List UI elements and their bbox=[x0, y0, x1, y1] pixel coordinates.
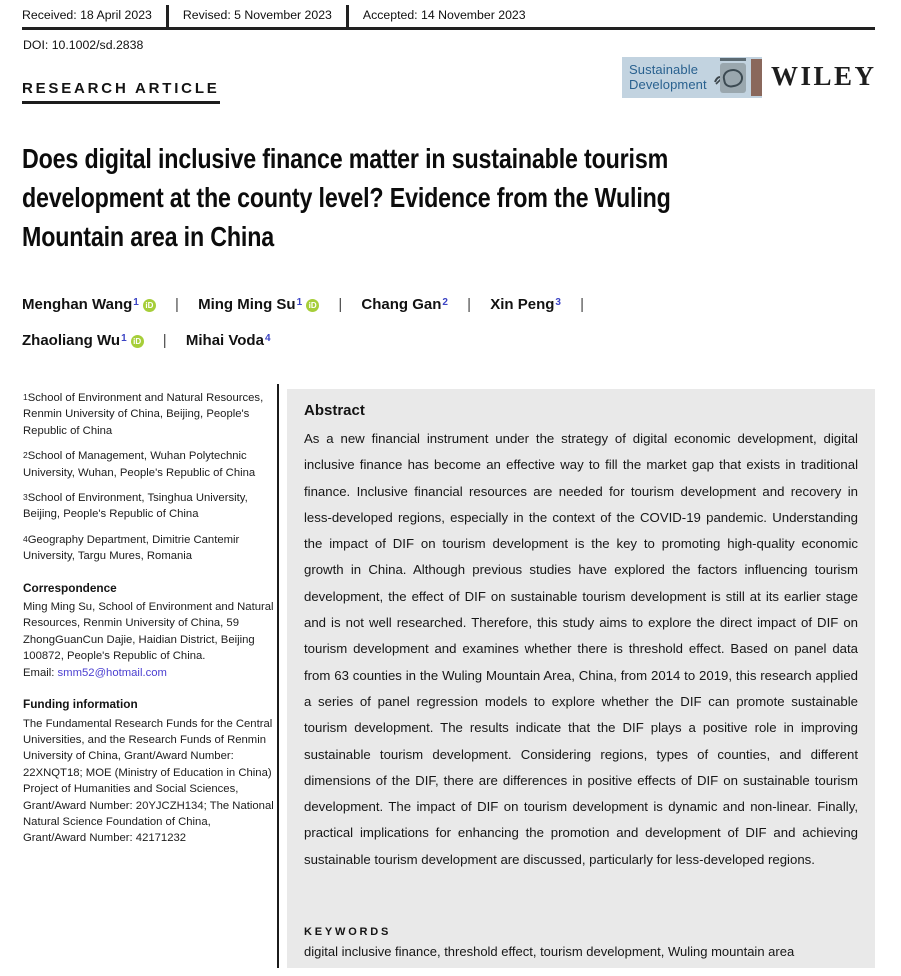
dates-bar bbox=[22, 0, 875, 30]
author bbox=[198, 296, 319, 313]
author-affiliation-superscript: 4 bbox=[264, 333, 271, 344]
orcid-icon-label: iD bbox=[145, 301, 154, 310]
author bbox=[490, 296, 561, 313]
author-list bbox=[22, 287, 842, 359]
column-divider bbox=[277, 384, 279, 968]
accepted-date: Accepted: 14 November 2023 bbox=[362, 8, 526, 22]
logo-caption-mark bbox=[720, 58, 746, 61]
author bbox=[22, 296, 156, 313]
correspondence-heading: Correspondence bbox=[23, 580, 117, 595]
dates-separator bbox=[346, 5, 349, 27]
author-separator: | bbox=[580, 296, 585, 313]
author-affiliation-superscript: 2 bbox=[442, 297, 448, 308]
logo-side-strip bbox=[751, 59, 762, 96]
correspondence-email-line bbox=[23, 665, 275, 681]
keywords-heading: KEYWORDS bbox=[304, 926, 392, 938]
journal-logo-art bbox=[707, 57, 762, 98]
logo-emblem-icon bbox=[720, 63, 746, 93]
title-line: Mountain area in China bbox=[22, 221, 275, 252]
affiliation-number: 4 bbox=[23, 533, 28, 544]
correspondence-text: Ming Ming Su, School of Environment and Natural Resources, Renmin University of China, 59 ZhongGuanCun Dajie, Haidian District, Beijing 100872, People's Republic of China. bbox=[23, 601, 274, 663]
author-separator: | bbox=[467, 296, 472, 313]
revised-date: Revised: 5 November 2023 bbox=[182, 8, 332, 22]
affiliation-text: School of Management, Wuhan Polytechnic University, Wuhan, People's Republic of China bbox=[23, 450, 256, 479]
affiliation-number: 3 bbox=[23, 492, 28, 503]
affiliation bbox=[23, 532, 275, 565]
title-line: Does digital inclusive finance matter in sustainable tourism bbox=[22, 143, 669, 174]
affiliation-text: School of Environment, Tsinghua University, Beijing, People's Republic of China bbox=[23, 492, 248, 521]
author-separator: | bbox=[175, 296, 179, 313]
author-name: Chang Gan bbox=[361, 296, 442, 313]
orcid-icon[interactable] bbox=[306, 299, 319, 312]
article-type-label: RESEARCH ARTICLE bbox=[22, 80, 220, 104]
author-name: Zhaoliang Wu bbox=[22, 332, 121, 349]
keywords-block bbox=[304, 926, 858, 959]
email-link[interactable]: smm52@hotmail.com bbox=[57, 666, 167, 679]
affiliation-number: 1 bbox=[23, 392, 28, 402]
left-column bbox=[23, 390, 275, 847]
author-affiliation-superscript: 1 bbox=[296, 297, 303, 308]
author-name: Mihai Voda bbox=[185, 332, 264, 349]
page-title bbox=[22, 139, 671, 256]
author-affiliation-superscript: 3 bbox=[555, 297, 561, 308]
orcid-icon[interactable] bbox=[131, 335, 144, 348]
author-affiliation-superscript: 1 bbox=[133, 297, 139, 308]
journal-name-line1: Sustainable bbox=[629, 62, 699, 77]
doi: DOI: 10.1002/sd.2838 bbox=[23, 38, 144, 52]
orcid-icon[interactable] bbox=[143, 299, 156, 312]
dates-separator bbox=[166, 5, 169, 27]
affiliation bbox=[23, 390, 275, 439]
author bbox=[186, 332, 271, 349]
journal-name bbox=[622, 57, 707, 98]
author bbox=[22, 332, 144, 349]
affiliation-text: School of Environment and Natural Resources, Renmin University of China, Beijing, People's Republic of China bbox=[23, 392, 264, 437]
affiliation-text: Geography Department, Dimitrie Cantemir University, Targu Mures, Romania bbox=[23, 533, 240, 563]
email-label: Email: bbox=[23, 666, 58, 679]
author-separator: | bbox=[338, 296, 343, 313]
journal-name-line2: Development bbox=[629, 77, 707, 92]
affiliation-number: 2 bbox=[23, 450, 28, 461]
logo-emblem-doodle bbox=[721, 67, 744, 89]
affiliation bbox=[23, 490, 275, 523]
abstract-panel bbox=[287, 389, 875, 968]
author-name: Xin Peng bbox=[490, 296, 555, 313]
orcid-icon-label: iD bbox=[133, 337, 142, 346]
received-date: Received: 18 April 2023 bbox=[22, 8, 152, 22]
funding-heading: Funding information bbox=[23, 697, 138, 712]
affiliation bbox=[23, 448, 275, 481]
abstract-heading: Abstract bbox=[304, 402, 365, 419]
funding-text: The Fundamental Research Funds for the Central Universities, and the Research Funds of Renmin University of China, Grant/Award Number: 22XNQT18; MOE (Ministry of Education in China) Project of Humanities and Social Sciences, Grant/Award Number: 20YJCZH134; The National Natural Science Foundation of China, Grant/Award Number: 42171232 bbox=[23, 717, 274, 845]
orcid-icon-label: iD bbox=[308, 301, 317, 310]
abstract-text: As a new financial instrument under the strategy of digital economic development, digital inclusive finance has become an effective way to fill the market gap that exists in traditional finance. Inclusive financial resources are needed for tourism development and recovery in less-developed regions, especially in the context of the COVID-19 pandemic. Understanding the impact of DIF on tourism development is the key to promoting high-quality economic growth in China. Although previous studies have explored the factors influencing tourism development, the effect of DIF on sustainable tourism development is still at its earlier stage and is not well researched. Therefore, this study aims to explore the direct impact of DIF on tourism development and examines whether there is threshold effect. Based on panel data from 63 counties in the Wuling Mountain Area, China, from 2014 to 2019, this research applied a series of panel regression models to explore whether the DIF can promote sustainable tourism development. The results indicate that the DIF plays a positive role in improving sustainable tourism development. Considering regions, types of counties, and different dimensions of the DIF, there are differences in positive effects of DIF on sustainable tourism development. The impact of DIF on tourism development is dynamic and non-linear. Finally, practical implications for enhancing the promotion and development of DIF and achieving sustainable tourism development are discussed, particularly for less-developed regions. bbox=[304, 431, 858, 867]
author-name: Menghan Wang bbox=[22, 296, 133, 313]
author-name: Ming Ming Su bbox=[198, 296, 296, 313]
author-affiliation-superscript: 1 bbox=[121, 333, 127, 344]
author-separator: | bbox=[162, 332, 167, 349]
keywords-text: digital inclusive finance, threshold effect, tourism development, Wuling mountain area bbox=[304, 944, 795, 959]
publisher-logo: WILEY bbox=[771, 61, 877, 91]
author bbox=[361, 296, 448, 313]
title-line: development at the county level? Evidence from the Wuling bbox=[22, 182, 671, 213]
journal-logo bbox=[622, 57, 762, 98]
